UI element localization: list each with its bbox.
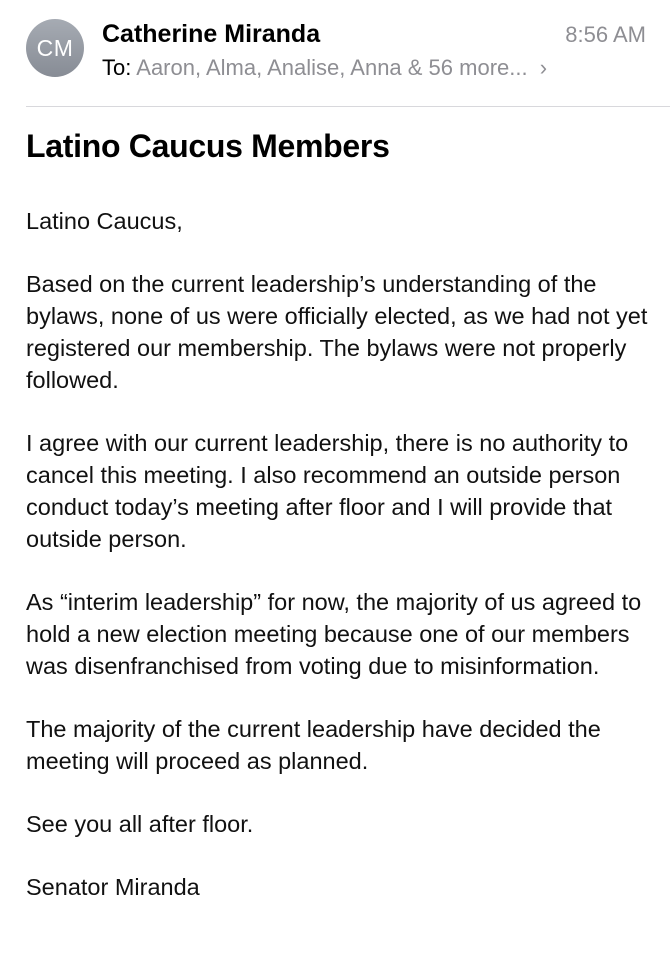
greeting: Latino Caucus,	[26, 208, 183, 234]
timestamp: 8:56 AM	[565, 22, 646, 47]
body-paragraph-4: The majority of the current leadership have decided the meeting will proceed as planned.	[26, 716, 601, 774]
to-label: To:	[102, 55, 132, 80]
sender-name[interactable]: Catherine Miranda	[102, 20, 321, 48]
signature: Senator Miranda	[26, 874, 200, 900]
avatar[interactable]: CM	[26, 19, 84, 77]
email-subject: Latino Caucus Members	[26, 128, 390, 164]
email-header	[0, 0, 670, 106]
recipients-list[interactable]: Aaron, Alma, Analise, Anna & 56 more...	[136, 55, 528, 80]
header-divider	[26, 106, 670, 107]
body-paragraph-3: As “interim leadership” for now, the majority of us agreed to hold a new election meeting because one of our members was disenfranchised from voting due to misinformation.	[26, 589, 642, 679]
recipients-line[interactable]	[102, 54, 547, 82]
body-paragraph-1: Based on the current leadership’s understanding of the bylaws, none of us were officially elected, as we had not yet registered our membership. The bylaws were not properly followed.	[26, 271, 648, 393]
body-paragraph-2: I agree with our current leadership, there is no authority to cancel this meeting. I also recommend an outside person conduct today’s meeting after floor and I will provide that outside person.	[26, 430, 629, 552]
body-paragraph-5: See you all after floor.	[26, 811, 254, 837]
chevron-right-icon[interactable]: ›	[539, 55, 548, 80]
email-body	[26, 205, 656, 934]
